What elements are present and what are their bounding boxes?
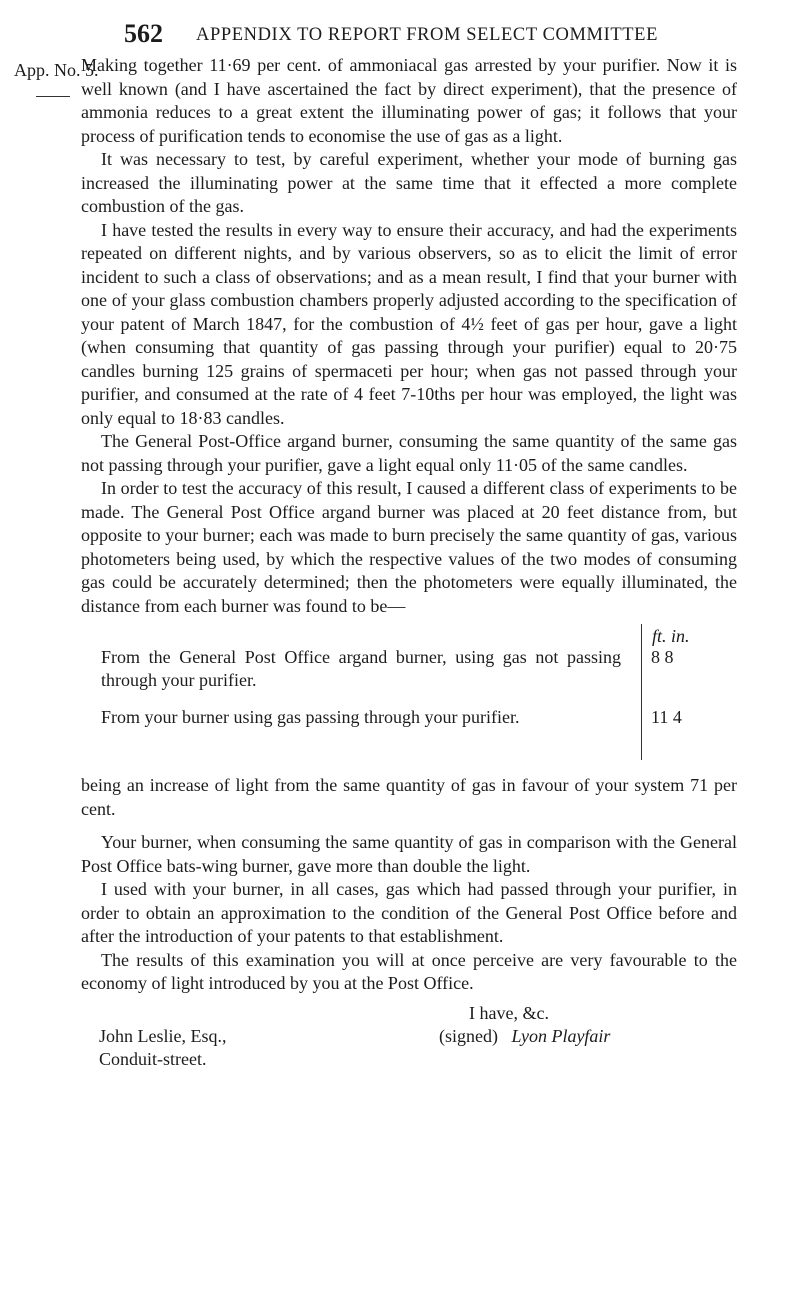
margin-reference: App. No. 5. <box>14 60 99 80</box>
signed-prefix: (signed) <box>439 1025 498 1046</box>
addressee: John Leslie, Esq., <box>99 1025 227 1046</box>
signature-line <box>439 1025 610 1049</box>
table-row-label: From your burner using gas passing through your purifier. <box>101 707 520 727</box>
signatory-name: Lyon Playfair <box>511 1025 611 1046</box>
paragraph: Making together 11·69 per cent. of ammoniacal gas arrested by your purifier. Now it is well known (and I have ascertained the fact by direct experiment), that the presence of ammonia reduces to a great extent the illuminating power of gas; it follows that your process of purification tends to economise the use of gas as a light. <box>81 55 737 146</box>
paragraph: being an increase of light from the same quantity of gas in favour of your system 71 per cent. <box>81 775 737 819</box>
paragraph: I have tested the results in every way to ensure their accuracy, and had the experiments repeated on different nights, and by various observers, so as to elicit the limit of error incident to such a class of observations; and as a mean result, I find that your burner with one of your glass combustion chambers properly adjusted according to the specification of your patent of March 1847, for the combustion of 4½ feet of gas per hour, gave a light (when consuming that quantity of gas passing through your purifier) equal to 20·75 candles burning 125 grains of spermaceti per hour; when gas not passed through your purifier, and consumed at the rate of 4 feet 7-10ths per hour was employed, the light was only equal to 18·83 candles. <box>81 219 737 428</box>
table-row-value: 11 4 <box>651 707 682 727</box>
page-number: 562 <box>124 19 163 48</box>
paragraph: In order to test the accuracy of this result, I caused a different class of experiments to be made. The General Post Office argand burner was placed at 20 feet distance from, but opposite to your burner; each was made to burn precisely the same quantity of gas, various photometers being used, by which the respective values of the two modes of consuming gas could be accurately determined; then the photometers were equally illuminated, the distance from each burner was found to be— <box>81 478 737 616</box>
addressee-address: Conduit-street. <box>99 1048 207 1069</box>
paragraph: It was necessary to test, by careful experiment, whether your mode of burning gas increased the illuminating power at the same time that it effected a more complete combustion of the gas. <box>81 149 737 216</box>
distance-table <box>81 624 737 764</box>
paragraph: The results of this examination you will at once perceive are very favourable to the economy of light introduced by you at the Post Office. <box>81 949 737 993</box>
complimentary-close: I have, &c. <box>469 1002 549 1023</box>
table-divider <box>641 624 642 760</box>
letter-body <box>81 54 737 1082</box>
paragraph: I used with your burner, in all cases, gas which had passed through your purifier, in order to obtain an approximation to the condition of the General Post Office before and after the introduction of your patents to that establishment. <box>81 879 737 946</box>
table-row-value: 8 8 <box>651 647 674 667</box>
margin-dash-divider <box>36 96 70 97</box>
paragraph: The General Post-Office argand burner, consuming the same quantity of the same gas not passing through your purifier, gave a light equal only 11·05 of the same candles. <box>81 431 737 475</box>
distance-unit-header: ft. in. <box>652 626 690 646</box>
running-head: APPENDIX TO REPORT FROM SELECT COMMITTEE <box>196 25 658 45</box>
table-row-label: From the General Post Office argand burner, using gas not passing through your purifier. <box>101 647 621 690</box>
closing-block <box>81 1002 737 1082</box>
paragraph: Your burner, when consuming the same quantity of gas in comparison with the General Post Office bats-wing burner, gave more than double the light. <box>81 832 737 876</box>
page-header <box>0 14 801 54</box>
